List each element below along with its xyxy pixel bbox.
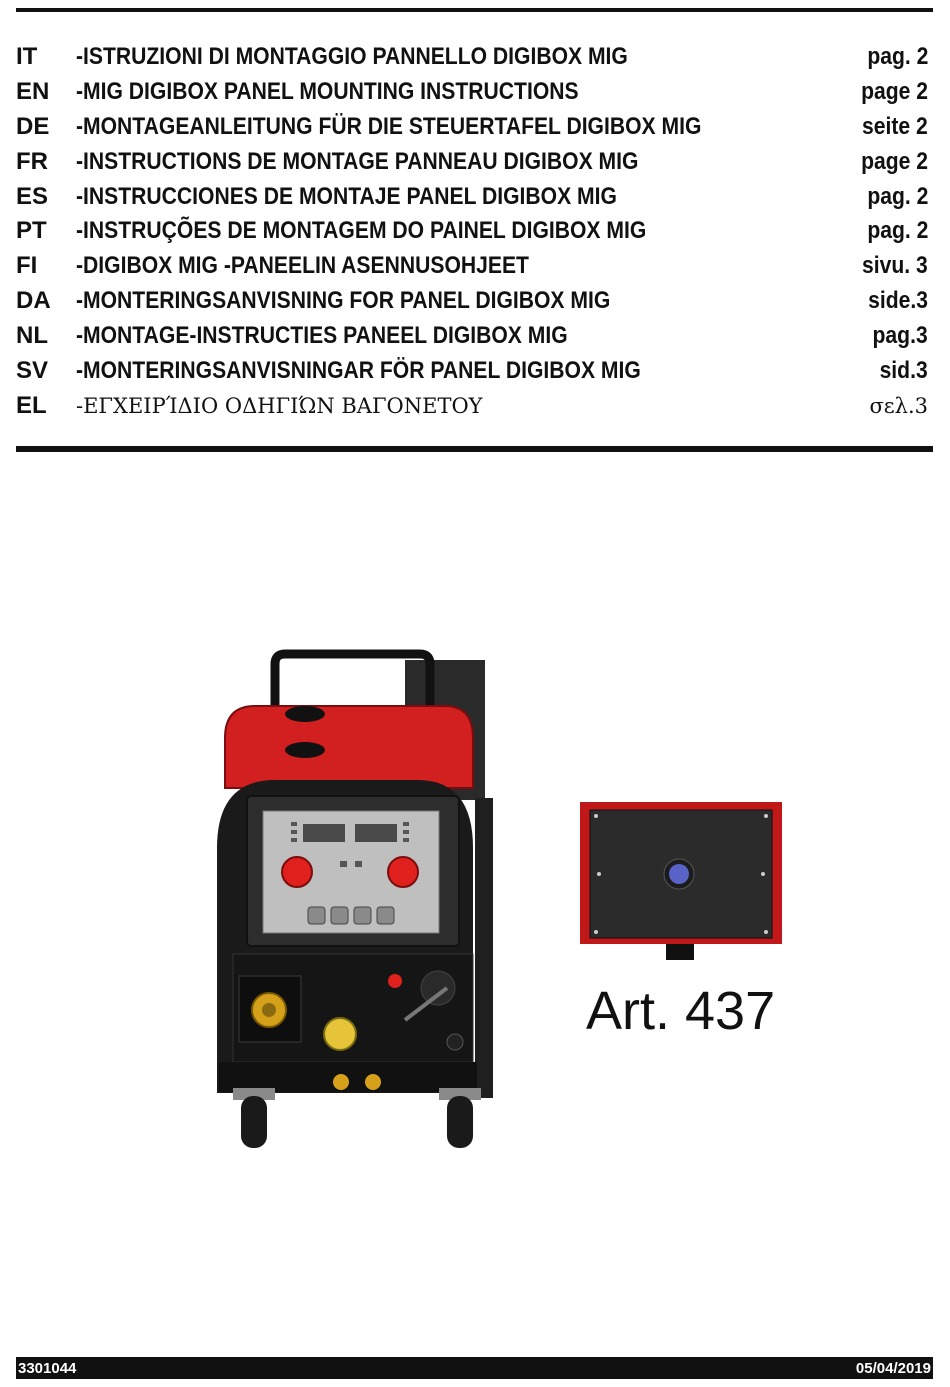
toc-row-el [16,389,928,424]
display-left [303,824,345,842]
footer-bar [16,1357,933,1379]
panel-button [308,907,325,924]
toc-code: ES [16,182,49,210]
document-date: 05/04/2019 [855,1359,931,1377]
toc-page: sivu. 3 [862,252,928,280]
toc-page: pag.3 [872,322,928,350]
toc-row-de [16,110,928,145]
toc-row-en [16,75,928,110]
toc-row-it [16,40,928,75]
red-top-cover [225,706,473,788]
toc-row-fr [16,145,928,180]
art-437-panel-illustration [578,800,784,966]
toc-page: page 2 [861,77,928,105]
knob-right [388,857,418,887]
toc-code: EN [16,77,50,105]
toc-code: DA [16,287,51,315]
toc-title: -MONTAGEANLEITUNG FÜR DIE STEUERTAFEL DIGIBOX MIG [76,112,702,140]
wheel-right [447,1096,473,1148]
cable-gland [666,944,694,960]
language-index [16,40,928,424]
article-label: Art. 437 [586,981,776,1041]
toc-title: -DIGIBOX MIG -PANEELIN ASENNUSOHJEET [76,252,529,280]
toc-page: seite 2 [862,112,928,140]
wheel-left [241,1096,267,1148]
document-code: 3301044 [18,1359,77,1377]
toc-title: -MONTERINGSANVISNING FOR PANEL DIGIBOX MIG [76,287,611,315]
toc-title: -MONTAGE-INSTRUCTIES PANEEL DIGIBOX MIG [76,322,568,350]
panel-button [331,907,348,924]
toc-row-da [16,284,928,319]
toc-title: -ΕΓΧΕΙΡΊΔΙΟ ΟΔΗΓΙΏΝ ΒΑΓΟΝΕΤΟΥ [76,393,483,418]
wire-knob [421,971,455,1005]
toc-title: -INSTRUCTIONS DE MONTAGE PANNEAU DIGIBOX MIG [76,147,639,175]
section-rule [16,446,933,452]
toc-code: SV [16,357,49,385]
clip-lower [285,742,325,758]
base [219,1062,477,1092]
dinse-socket [324,1018,356,1050]
welding-machine-illustration [205,648,505,1153]
toc-code: IT [16,43,38,70]
toc-title: -ISTRUZIONI DI MONTAGGIO PANNELLO DIGIBOX MIG [76,43,628,70]
toc-page: page 2 [861,147,928,175]
knob-left [282,857,312,887]
toc-title: -MONTERINGSANVISNINGAR FÖR PANEL DIGIBOX MIG [76,357,641,385]
toc-page: pag. 2 [866,217,928,245]
toc-page: pag. 2 [866,182,928,210]
toc-row-es [16,180,928,215]
toc-page: σελ.3 [869,393,928,418]
toc-title: -INSTRUCCIONES DE MONTAJE PANEL DIGIBOX MIG [76,182,617,210]
toc-page: side.3 [868,287,928,315]
side-panel [475,798,493,1098]
toc-row-nl [16,319,928,354]
toc-code: EL [16,391,47,419]
toc-code: FR [16,147,48,175]
toc-code: NL [16,322,48,350]
toc-title: -MIG DIGIBOX PANEL MOUNTING INSTRUCTIONS [76,77,579,105]
toc-row-fi [16,249,928,284]
toc-code: FI [16,252,38,280]
toc-code: DE [16,112,50,140]
toc-row-pt [16,214,928,249]
toc-page: pag. 2 [866,43,928,70]
toc-title: -INSTRUÇÕES DE MONTAGEM DO PAINEL DIGIBOX MIG [76,217,647,245]
toc-row-sv [16,354,928,389]
toc-code: PT [16,217,47,245]
remote-connector [669,864,689,884]
toc-page: sid.3 [879,357,928,385]
top-rule [16,8,933,12]
panel-button [377,907,394,924]
gas-valve [388,974,402,988]
panel-button [354,907,371,924]
clip-upper [285,706,325,722]
display-right [355,824,397,842]
